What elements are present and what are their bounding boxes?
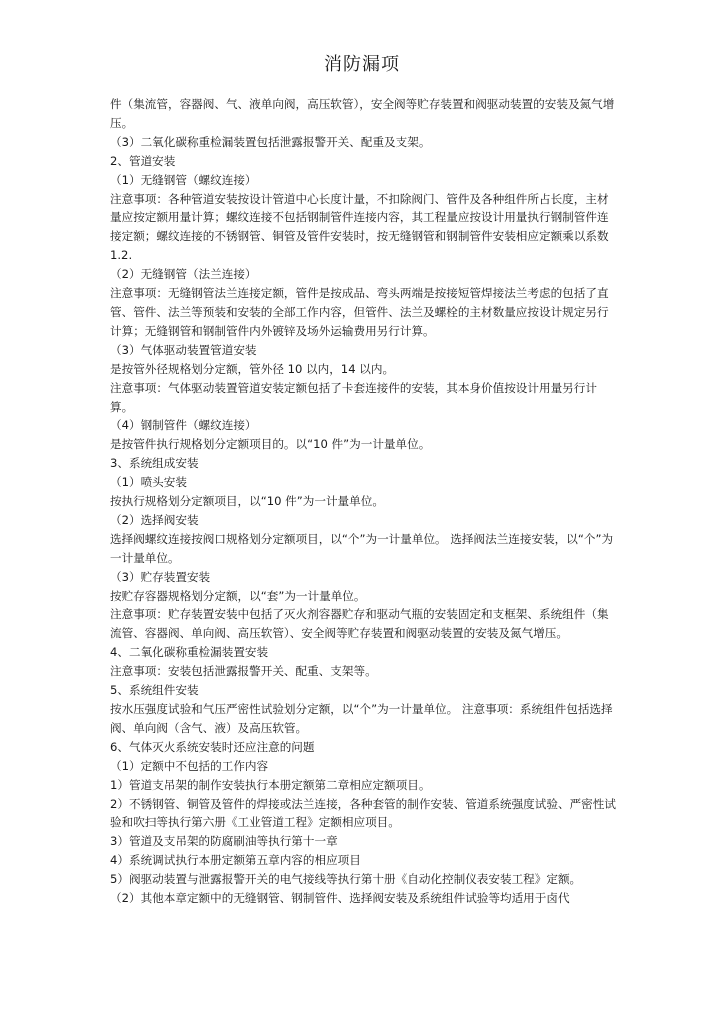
body-line: 按贮存容器规格划分定额，以“套”为一计量单位。 [110, 588, 366, 603]
subsection-heading: （2）选择阀安装 [110, 512, 199, 527]
section-heading: 6、气体灭火系统安装时还应注意的问题 [110, 739, 315, 754]
section-heading: 2、管道安装 [110, 153, 176, 168]
body-line: 注意事项：安装包括泄露报警开关、配重、支架等。 [110, 664, 377, 679]
body-line: 件（集流管，容器阀、气、液单向阀，高压软管），安全阀等贮存装置和阀驱动装置的安装及氮气增压。 [110, 97, 615, 130]
subsection-heading: （3）贮存装置安装 [110, 569, 211, 584]
body-line: 选择阀螺纹连接按阀口规格划分定额项目，以“个”为一计量单位。 选择阀法兰连接安装，以“个”为一计量单位。 [110, 531, 614, 565]
subsection-heading: （4）钢制管件（螺纹连接） [110, 418, 257, 433]
section-heading: 5、系统组件安装 [110, 683, 199, 698]
section-heading: 3、系统组成安装 [110, 456, 199, 471]
body-line: 注意事项：无缝钢管法兰连接定额，管件是按成品、弯头两端是按接短管焊接法兰考虑的包括了直管、管件、法兰等预装和安装的全部工作内容，但管件、法兰及螺栓的主材数量应按设计规定另行计算；无缝钢管和钢制管件内外镀锌及场外运输费用另行计算。 [110, 286, 609, 338]
subsection-heading: （1）无缝钢管（螺纹连接） [110, 172, 257, 187]
body-line: 1）管道支吊架的制作安装执行本册定额第二章相应定额项目。 [110, 777, 431, 792]
section-heading: 4、二氧化碳称重检漏装置安装 [110, 645, 269, 660]
body-line: 注意事项：气体驱动装置管道安装定额包括了卡套连接件的安装，其本身价值按设计用量另行计算。 [110, 380, 597, 414]
document-body [110, 95, 620, 908]
subsection-heading: （3）气体驱动装置管道安装 [110, 342, 257, 357]
body-line: 注意事项：贮存装置安装中包括了灭火剂容器贮存和驱动气瓶的安装固定和支框架、系统组件（集流管、容器阀、单向阀、高压软管）、安全阀等贮存装置和阀驱动装置的安装及氮气增压。 [110, 607, 609, 641]
body-line: 2）不锈钢管、铜管及管件的焊接或法兰连接，各种套管的制作安装、管道系统强度试验、严密性试验和吹扫等执行第六册《工业管道工程》定额相应项目。 [110, 796, 616, 830]
body-line: （3）二氧化碳称重检漏装置包括泄露报警开关、配重及支架。 [110, 134, 431, 149]
body-line: 5）阀驱动装置与泄露报警开关的电气接线等执行第十册《自动化控制仪表安装工程》定额。 [110, 872, 582, 887]
body-line: 按水压强度试验和气压严密性试验划分定额，以“个”为一计量单位。 注意事项：系统组件包括选择阀、单向阀（含气、液）及高压软管。 [110, 702, 613, 735]
subsection-heading: （1）喷头安装 [110, 475, 187, 490]
body-line: 3）管道及支吊架的防腐刷油等执行第十一章 [110, 834, 338, 849]
body-line: 是按管外径规格划分定额，管外径 10 以内，14 以内。 [110, 361, 395, 376]
body-line: 按执行规格划分定额项目，以“10 件”为一计量单位。 [110, 494, 384, 509]
body-line: 是按管件执行规格划分定额项目的。以“10 件”为一计量单位。 [110, 437, 431, 452]
body-line: 4）系统调试执行本册定额第五章内容的相应项目 [110, 853, 361, 868]
body-line: （2）其他本章定额中的无缝钢管、钢制管件、选择阀安装及系统组件试验等均适用于卤代 [110, 891, 570, 906]
subsection-heading: （2）无缝钢管（法兰连接） [110, 267, 257, 282]
subsection-heading: （1）定额中不包括的工作内容 [110, 758, 269, 773]
body-line: 注意事项：各种管道安装按设计管道中心长度计量，不扣除阀门、管件及各种组件所占长度，主材量应按定额用量计算；螺纹连接不包括钢制管件连接内容，其工程量应按设计用量执行钢制管件连接定额；螺纹连接的不锈钢管、铜管及管件安装时，按无缝钢管和钢制管件安装相应定额乘以系数 1.2. [110, 191, 609, 263]
document-title: 消防漏项 [324, 54, 400, 75]
